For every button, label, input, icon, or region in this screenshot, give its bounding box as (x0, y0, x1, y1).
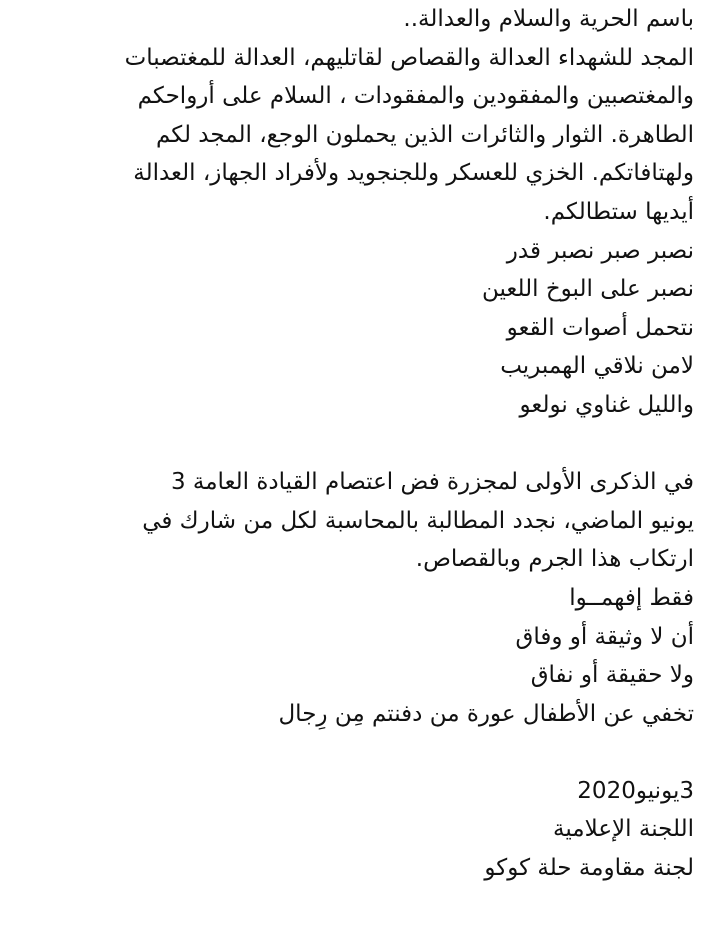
text-line: باسم الحرية والسلام والعدالة.. (403, 6, 694, 32)
verse-line: تخفي عن الأطفال عورة من دفنتم مِن رِجال (278, 700, 694, 727)
text-line: في الذكرى الأولى لمجزرة فض اعتصام القيادة العامة 3 (170, 469, 694, 496)
verse-line: أن لا وثيقة أو وفاق (515, 623, 694, 650)
verse-2 (14, 579, 694, 733)
signature-block (14, 772, 694, 888)
text-line: يونيو الماضي، نجدد المطالبة بالمحاسبة لكل من شارك في (142, 507, 694, 534)
text-line: والمغتصبين والمفقودين والمفقودات ، السلام على أرواحكم (137, 83, 694, 110)
verse-1 (14, 232, 694, 425)
signature-committee: اللجنة الإعلامية (553, 816, 694, 843)
verse-line: لامن نلاقي الهمبريب (500, 353, 694, 380)
verse-line: نصبر على البوخ اللعين (481, 276, 694, 303)
verse-line: والليل غناوي نولعو (519, 391, 694, 418)
signature-date: 3يونيو2020 (577, 777, 694, 804)
text-line: المجد للشهداء العدالة والقصاص لقاتليهم، العدالة للمغتصبات (124, 44, 694, 71)
anniversary-paragraph (14, 463, 694, 579)
text-line: ولهتافاتكم. الخزي للعسكر وللجنجويد ولأفراد الجهاز، العدالة (133, 160, 694, 187)
verse-line: فقط إفهمــوا (569, 584, 694, 611)
verse-line: نصبر صبر نصبر قدر (506, 237, 694, 264)
text-line: ارتكاب هذا الجرم وبالقصاص. (415, 546, 694, 573)
paragraph-spacer (14, 425, 694, 464)
signature-organization: لجنة مقاومة حلة كوكو (484, 855, 694, 882)
verse-line: ولا حقيقة أو نفاق (530, 662, 694, 689)
text-line: أيديها ستطالكم. (543, 198, 694, 225)
text-line: الطاهرة. الثوار والثائرات الذين يحملون الوجع، المجد لكم (155, 121, 694, 148)
paragraph-spacer (14, 733, 694, 772)
verse-line: نتحمل أصوات القعو (506, 314, 694, 341)
opening-paragraph (14, 0, 694, 232)
